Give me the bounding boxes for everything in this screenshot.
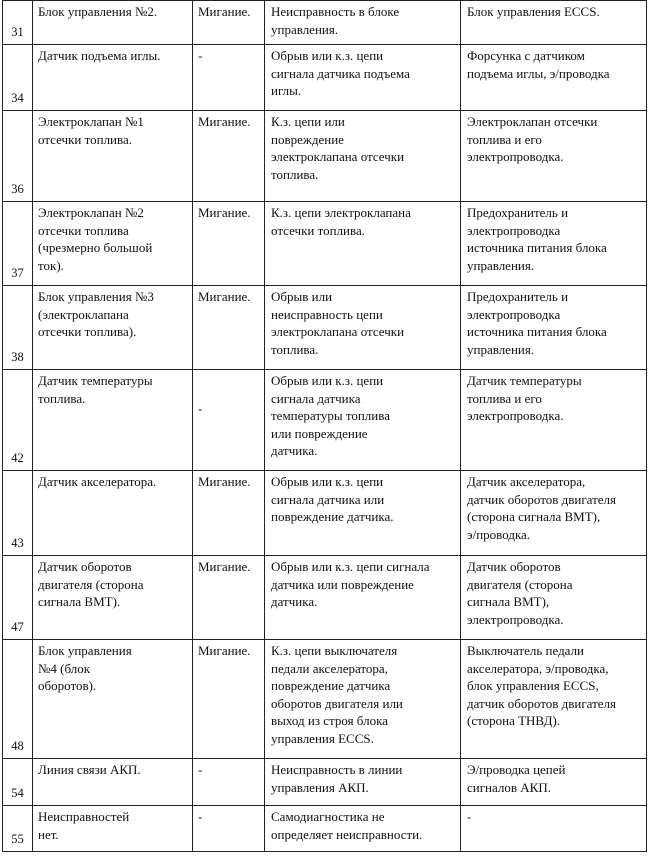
unit-cell: Датчик акселератора. xyxy=(33,471,193,556)
fault-cell: Самодиагностика не определяет неисправности. xyxy=(265,806,461,852)
indication-cell: Мигание. xyxy=(193,202,265,286)
code-cell: 48 xyxy=(3,640,33,759)
check-cell: Датчик акселератора, датчик оборотов двигателя (сторона сигнала ВМТ), э/проводка. xyxy=(461,471,647,556)
fault-cell: Неисправность в блоке управления. xyxy=(265,1,461,45)
code-cell: 55 xyxy=(3,806,33,852)
check-cell: Э/проводка цепей сигналов АКП. xyxy=(461,759,647,806)
indication-cell: Мигание. xyxy=(193,640,265,759)
indication-cell: - xyxy=(193,370,265,471)
table-row xyxy=(3,471,647,556)
check-cell: Электроклапан отсечки топлива и его электропроводка. xyxy=(461,111,647,202)
check-cell: Форсунка с датчиком подъема иглы, э/проводка xyxy=(461,45,647,111)
indication-cell: Мигание. xyxy=(193,471,265,556)
fault-cell: Обрыв или к.з. цепи сигнала датчика или повреждение датчика. xyxy=(265,471,461,556)
fault-cell: К.з. цепи или повреждение электроклапана отсечки топлива. xyxy=(265,111,461,202)
check-cell: Предохранитель и электропроводка источника питания блока управления. xyxy=(461,286,647,370)
diagnostic-codes-table xyxy=(2,0,647,852)
table-row xyxy=(3,806,647,852)
indication-cell: - xyxy=(193,45,265,111)
code-cell: 37 xyxy=(3,202,33,286)
table-row xyxy=(3,640,647,759)
table-row xyxy=(3,1,647,45)
table-row xyxy=(3,286,647,370)
unit-cell: Блок управления №4 (блок оборотов). xyxy=(33,640,193,759)
fault-cell: Обрыв или к.з. цепи сигнала датчика температуры топлива или повреждение датчика. xyxy=(265,370,461,471)
fault-cell: К.з. цепи электроклапана отсечки топлива. xyxy=(265,202,461,286)
code-cell: 54 xyxy=(3,759,33,806)
unit-cell: Датчик температуры топлива. xyxy=(33,370,193,471)
code-cell: 47 xyxy=(3,556,33,640)
unit-cell: Электроклапан №2 отсечки топлива (чрезмерно большой ток). xyxy=(33,202,193,286)
indication-cell: - xyxy=(193,806,265,852)
code-cell: 36 xyxy=(3,111,33,202)
table-row xyxy=(3,111,647,202)
unit-cell: Блок управления №2. xyxy=(33,1,193,45)
fault-cell: Обрыв или неисправность цепи электроклапана отсечки топлива. xyxy=(265,286,461,370)
table-row xyxy=(3,45,647,111)
code-cell: 31 xyxy=(3,1,33,45)
check-cell: Датчик температуры топлива и его электропроводка. xyxy=(461,370,647,471)
code-cell: 43 xyxy=(3,471,33,556)
indication-cell: Мигание. xyxy=(193,1,265,45)
unit-cell: Датчик подъема иглы. xyxy=(33,45,193,111)
table-row xyxy=(3,556,647,640)
table-row xyxy=(3,759,647,806)
indication-cell: - xyxy=(193,759,265,806)
table-row xyxy=(3,202,647,286)
table-row xyxy=(3,370,647,471)
indication-cell: Мигание. xyxy=(193,111,265,202)
unit-cell: Неисправностей нет. xyxy=(33,806,193,852)
code-cell: 38 xyxy=(3,286,33,370)
fault-cell: Обрыв или к.з. цепи сигнала датчика подъема иглы. xyxy=(265,45,461,111)
unit-cell: Линия связи АКП. xyxy=(33,759,193,806)
indication-cell: Мигание. xyxy=(193,286,265,370)
unit-cell: Датчик оборотов двигателя (сторона сигнала ВМТ). xyxy=(33,556,193,640)
unit-cell: Блок управления №3 (электроклапана отсечки топлива). xyxy=(33,286,193,370)
indication-cell: Мигание. xyxy=(193,556,265,640)
fault-cell: Неисправность в линии управления АКП. xyxy=(265,759,461,806)
code-cell: 42 xyxy=(3,370,33,471)
unit-cell: Электроклапан №1 отсечки топлива. xyxy=(33,111,193,202)
check-cell: Предохранитель и электропроводка источника питания блока управления. xyxy=(461,202,647,286)
check-cell: Выключатель педали акселератора, э/проводка, блок управления ECCS, датчик оборотов двигателя (сторона ТНВД). xyxy=(461,640,647,759)
check-cell: Датчик оборотов двигателя (сторона сигнала ВМТ), электропроводка. xyxy=(461,556,647,640)
fault-cell: К.з. цепи выключателя педали акселератора, повреждение датчика оборотов двигателя или выход из строя блока управления ECCS. xyxy=(265,640,461,759)
check-cell: Блок управления ECCS. xyxy=(461,1,647,45)
code-cell: 34 xyxy=(3,45,33,111)
fault-cell: Обрыв или к.з. цепи сигнала датчика или повреждение датчика. xyxy=(265,556,461,640)
check-cell: - xyxy=(461,806,647,852)
